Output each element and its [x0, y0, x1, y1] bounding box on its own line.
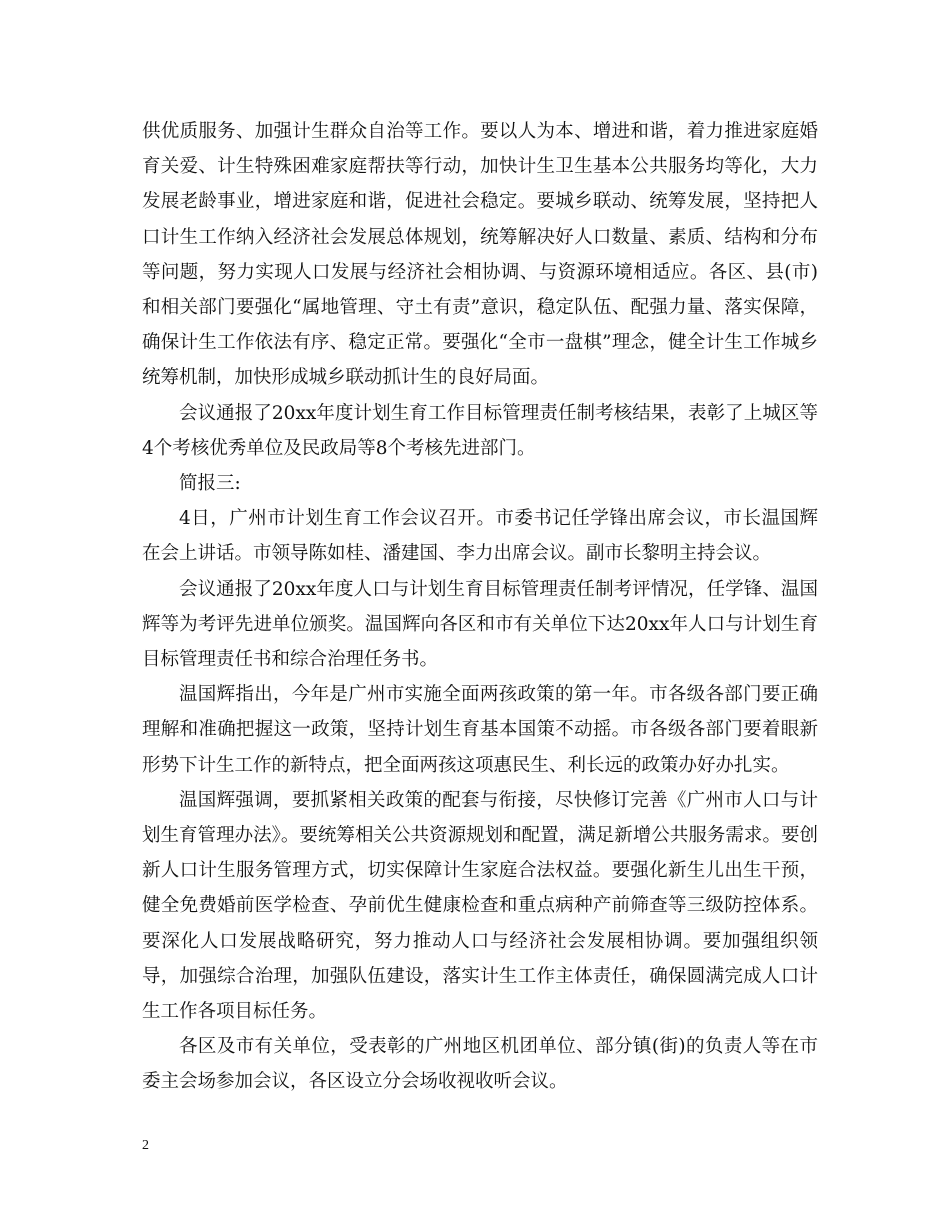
paragraph-assessment-results: 会议通报了20xx年度计划生育工作目标管理责任制考核结果，表彰了上城区等4个考核优秀单位及民政局等8个考核先进部门。: [142, 402, 818, 459]
page-number: 2: [142, 1138, 149, 1153]
paragraph-continuation: 供优质服务、加强计生群众自治等工作。要以人为本、增进和谐，着力推进家庭婚育关爱、计生特殊困难家庭帮扶等行动，加快计生卫生基本公共服务均等化，大力发展老龄事业，增进家庭和谐，促进社会稳定。要城乡联动、统筹发展，坚持把人口计生工作纳入经济社会发展总体规划，统筹解决好人口数量、素质、结构和分布等问题，努力实现人口发展与经济社会相协调、与资源环境相适应。各区、县(市)和相关部门要强化“属地管理、守土有责”意识，稳定队伍、配强力量、落实保障，确保计生工作依法有序、稳定正常。要强化“全市一盘棋”理念，健全计生工作城乡统筹机制，加快形成城乡联动抓计生的良好局面。: [142, 121, 818, 389]
paragraph-meeting-opening: 4日，广州市计划生育工作会议召开。市委书记任学锋出席会议，市长温国辉在会上讲话。市领导陈如桂、潘建国、李力出席会议。副市长黎明主持会议。: [142, 508, 818, 565]
paragraph-emphasis: 温国辉强调，要抓紧相关政策的配套与衔接，尽快修订完善《广州市人口与计划生育管理办法》。要统筹相关公共资源规划和配置，满足新增公共服务需求。要创新人口计生服务管理方式，切实保障计生家庭合法权益。要强化新生儿出生干预，健全免费婚前医学检查、孕前优生健康检查和重点病种产前筛查等三级防控体系。要深化人口发展战略研究，努力推动人口与经济社会发展相协调。要加强组织领导，加强综合治理，加强队伍建设，落实计生工作主体责任，确保圆满完成人口计生工作各项目标任务。: [142, 789, 818, 1023]
paragraph-meeting-report: 会议通报了20xx年度人口与计划生育目标管理责任制考评情况，任学锋、温国辉等为考评先进单位颁奖。温国辉向各区和市有关单位下达20xx年人口与计划生育目标管理责任书和综合治理任务书。: [142, 578, 818, 671]
paragraph-two-child-policy: 温国辉指出，今年是广州市实施全面两孩政策的第一年。市各级各部门要正确理解和准确把握这一政策，坚持计划生育基本国策不动摇。市各级各部门要着眼新形势下计生工作的新特点，把全面两孩这项惠民生、利长远的政策办好办扎实。: [142, 684, 818, 776]
briefing-three-heading: 简报三:: [179, 473, 241, 495]
document-body: [142, 114, 818, 1100]
paragraph-attendees: 各区及市有关单位，受表彰的广州地区机团单位、部分镇(街)的负责人等在市委主会场参加会议，各区设立分会场收视收听会议。: [142, 1036, 818, 1093]
